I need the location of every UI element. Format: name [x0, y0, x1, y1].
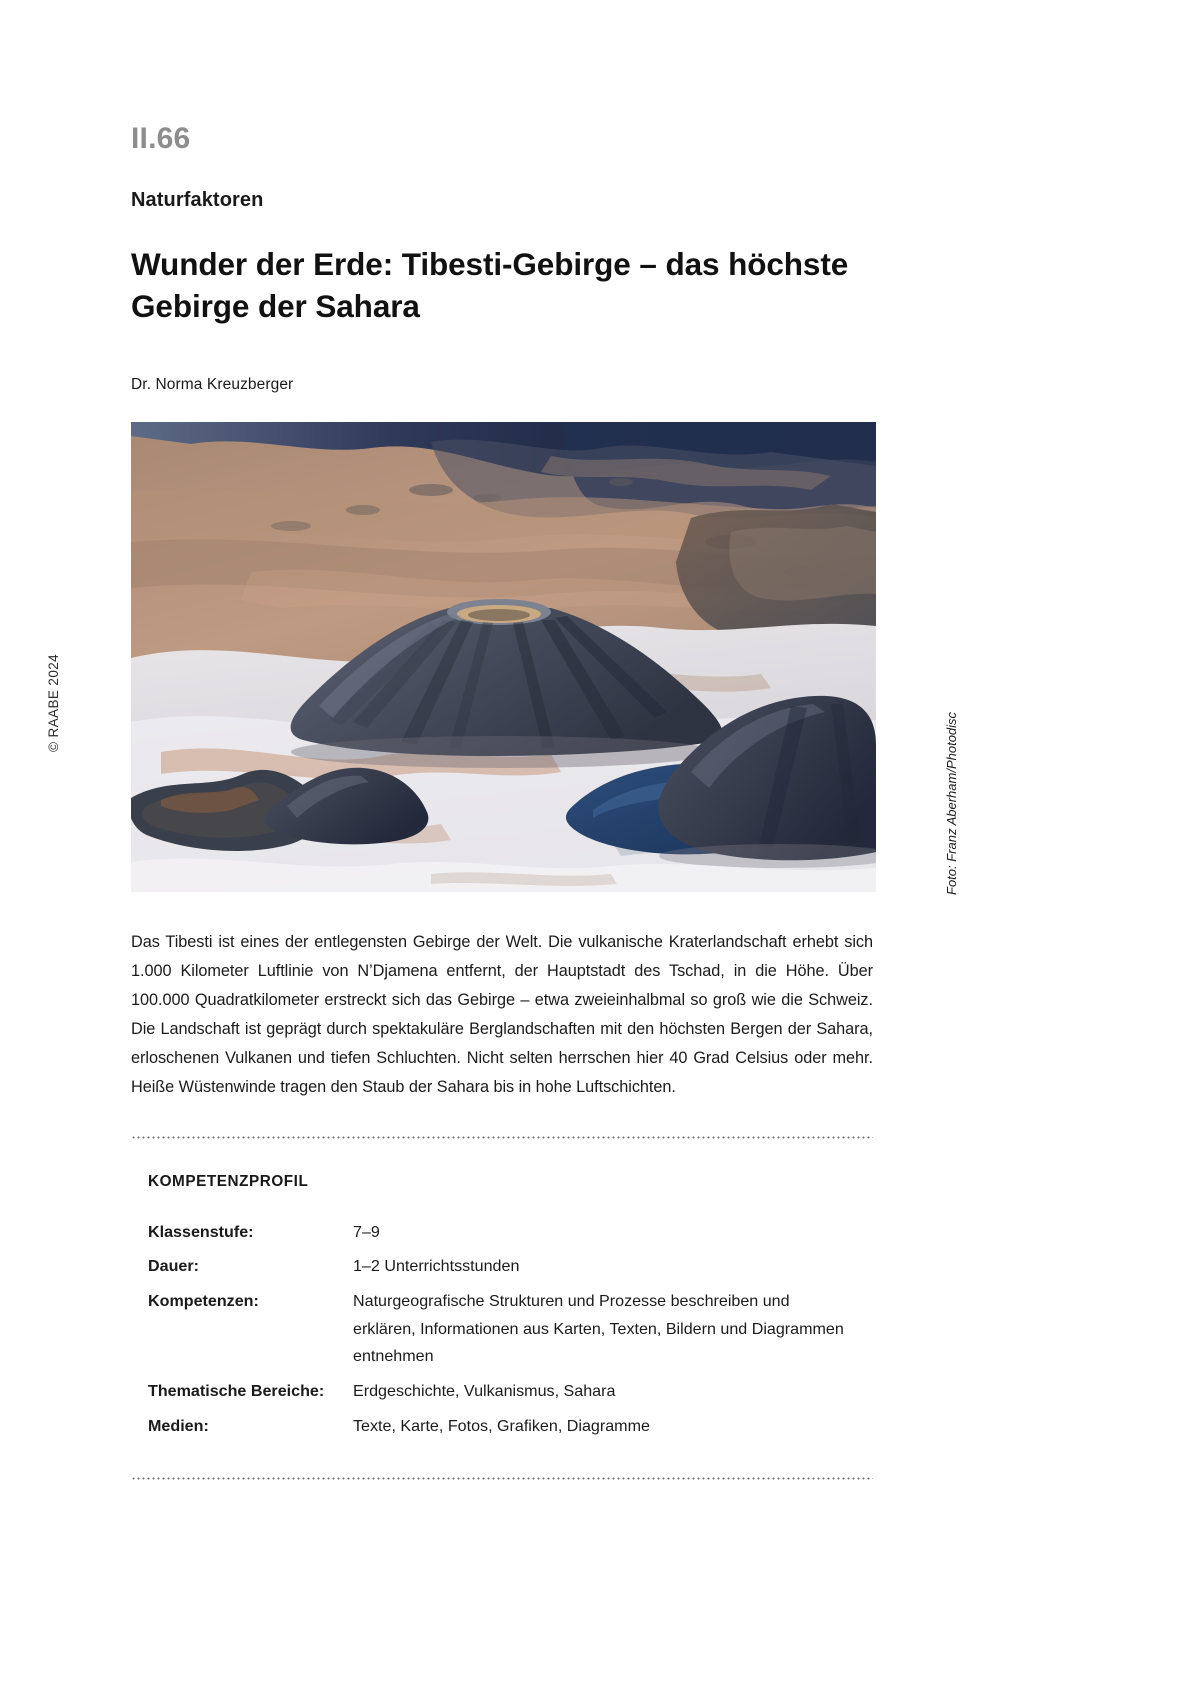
- row-value: Naturgeografische Strukturen und Prozesse beschreiben und erklären, Informationen aus Karten, Texten, Bildern und Diagrammen entnehmen: [353, 1292, 844, 1366]
- table-row: [148, 1219, 848, 1254]
- table-row: [148, 1378, 848, 1413]
- divider-bottom: [131, 1477, 873, 1480]
- hero-photo-illustration: [131, 422, 876, 892]
- hero-photo: [131, 422, 876, 892]
- row-label: Kompetenzen:: [148, 1292, 259, 1311]
- kompetenzprofil-table: [148, 1219, 848, 1448]
- section-label: Naturfaktoren: [131, 189, 264, 211]
- content-column: [131, 124, 876, 1480]
- copyright-notice: © RAABE 2024: [46, 653, 61, 752]
- row-label: Klassenstufe:: [148, 1222, 254, 1241]
- row-label: Dauer:: [148, 1257, 199, 1276]
- row-label: Medien:: [148, 1416, 209, 1435]
- intro-paragraph: Das Tibesti ist eines der entlegensten Gebirge der Welt. Die vulkanische Kraterlandschaft erhebt sich 1.000 Kilometer Luftlinie von N’Djamena entfernt, der Hauptstadt des Tschad, in die Höhe. Über 100.000 Quadratkilometer erstreckt sich das Gebirge – etwa zweieinhalbmal so groß wie die Schweiz. Die Landschaft ist geprägt durch spektakuläre Berglandschaften mit den höchsten Bergen der Sahara, erloschenen Vulkanen und tiefen Schluchten. Nicht selten herrschen hier 40 Grad Celsius oder mehr. Heiße Wüstenwinde tragen den Staub der Sahara bis in hohe Luftschichten.: [131, 932, 873, 1096]
- page-title: Wunder der Erde: Tibesti-Gebirge – das höchste Gebirge der Sahara: [131, 246, 849, 324]
- table-row: [148, 1413, 848, 1448]
- photo-credit: Foto: Franz Aberham/Photodisc: [944, 711, 959, 895]
- row-value: 7–9: [353, 1222, 380, 1241]
- row-label: Thematische Bereiche:: [148, 1382, 325, 1401]
- row-value: 1–2 Unterrichtsstunden: [353, 1257, 520, 1276]
- row-value: Erdgeschichte, Vulkanismus, Sahara: [353, 1382, 616, 1401]
- chapter-code: II.66: [131, 122, 191, 155]
- table-row: [148, 1253, 848, 1288]
- table-row: [148, 1288, 848, 1378]
- kompetenzprofil-section: [131, 1173, 876, 1448]
- author-name: Dr. Norma Kreuzberger: [131, 375, 294, 393]
- row-value: Texte, Karte, Fotos, Grafiken, Diagramme: [353, 1416, 650, 1435]
- divider-top: [131, 1136, 873, 1139]
- kompetenzprofil-heading: KOMPETENZPROFIL: [148, 1172, 309, 1190]
